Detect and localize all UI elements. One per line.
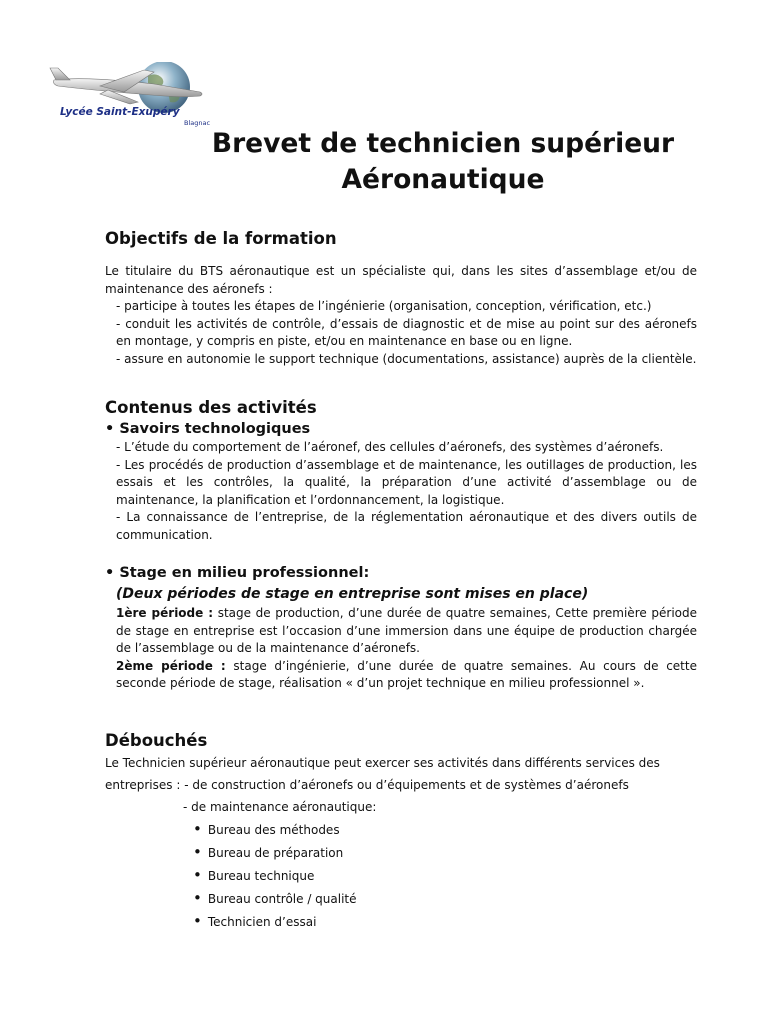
savoirs-item: - L’étude du comportement de l’aéronef, des cellules d’aéronefs, des systèmes d’aéronefs. — [116, 440, 664, 454]
debouches-line: Le Technicien supérieur aéronautique peut exercer ses activités dans différents services des — [105, 755, 660, 770]
logo-town: Blagnac — [184, 119, 211, 127]
periode-1 — [105, 605, 697, 658]
title-line-1: Brevet de technicien supérieur — [211, 128, 675, 159]
section-heading-debouches: Débouchés — [105, 730, 208, 750]
stage-note-text: (Deux périodes de stage en entreprise sont mises en place) — [116, 586, 589, 602]
school-logo — [48, 62, 218, 130]
list-item: • Bureau de préparation — [193, 841, 697, 864]
periode-1-text: stage de production, d’une durée de quatre semaines, Cette première période de stage en entreprise est l’occasion d’une immersion dans une équipe de production chargée de l’assemblage ou de la maintenance d’aéronefs. — [116, 606, 697, 655]
periode-2-label: 2ème période : — [116, 658, 226, 673]
list-item: • Technicien d’essai — [193, 910, 697, 933]
objectifs-item: - participe à toutes les étapes de l’ingénierie (organisation, conception, vérification, etc.) — [116, 299, 652, 313]
savoirs-item: - La connaissance de l’entreprise, de la réglementation aéronautique et des divers outils de communication. — [116, 510, 697, 542]
savoirs-heading: • Savoirs technologiques — [105, 421, 311, 437]
stage-note — [105, 583, 697, 605]
section-heading-contenus: Contenus des activités — [105, 398, 317, 417]
stage-heading: • Stage en milieu professionnel: — [105, 565, 370, 581]
page-title — [150, 126, 736, 198]
periode-2 — [105, 658, 697, 693]
debouches-line: entreprises : - de construction d’aéronefs ou d’équipements et de systèmes d’aéronefs — [105, 777, 629, 792]
title-line-2: Aéronautique — [341, 164, 545, 195]
objectifs-intro: Le titulaire du BTS aéronautique est un spécialiste qui, dans les sites d’assemblage et/ou de maintenance des aéronefs : — [105, 264, 697, 296]
list-item: • Bureau contrôle / qualité — [193, 887, 697, 910]
debouches-list — [105, 818, 697, 933]
list-item: • Bureau des méthodes — [193, 818, 697, 841]
logo-school-name: Lycée Saint-Exupéry — [60, 106, 180, 118]
periode-1-label: 1ère période : — [116, 606, 214, 620]
objectifs-item: - assure en autonomie le support technique (documentations, assistance) auprès de la clientèle. — [116, 351, 697, 366]
savoirs-item: - Les procédés de production d’assemblage et de maintenance, les outillages de production, les essais et les contrôles, la qualité, la préparation d’une activité d’assemblage ou de maintenance, la planification et l’ordonnancement, la logistique. — [116, 457, 697, 507]
section-heading-objectifs: Objectifs de la formation — [105, 229, 337, 248]
objectifs-item: - conduit les activités de contrôle, d’essais de diagnostic et de mise au point sur des aéronefs en montage, y compris en piste, et/ou en maintenance en base ou en ligne. — [116, 316, 697, 348]
debouches-line: - de maintenance aéronautique: — [183, 799, 377, 814]
list-item: • Bureau technique — [193, 864, 697, 887]
document-body — [105, 228, 697, 933]
periode-2-text: stage d’ingénierie, d’une durée de quatre semaines. Au cours de cette seconde période de stage, réalisation « d’un projet technique en milieu professionnel ». — [116, 658, 697, 690]
